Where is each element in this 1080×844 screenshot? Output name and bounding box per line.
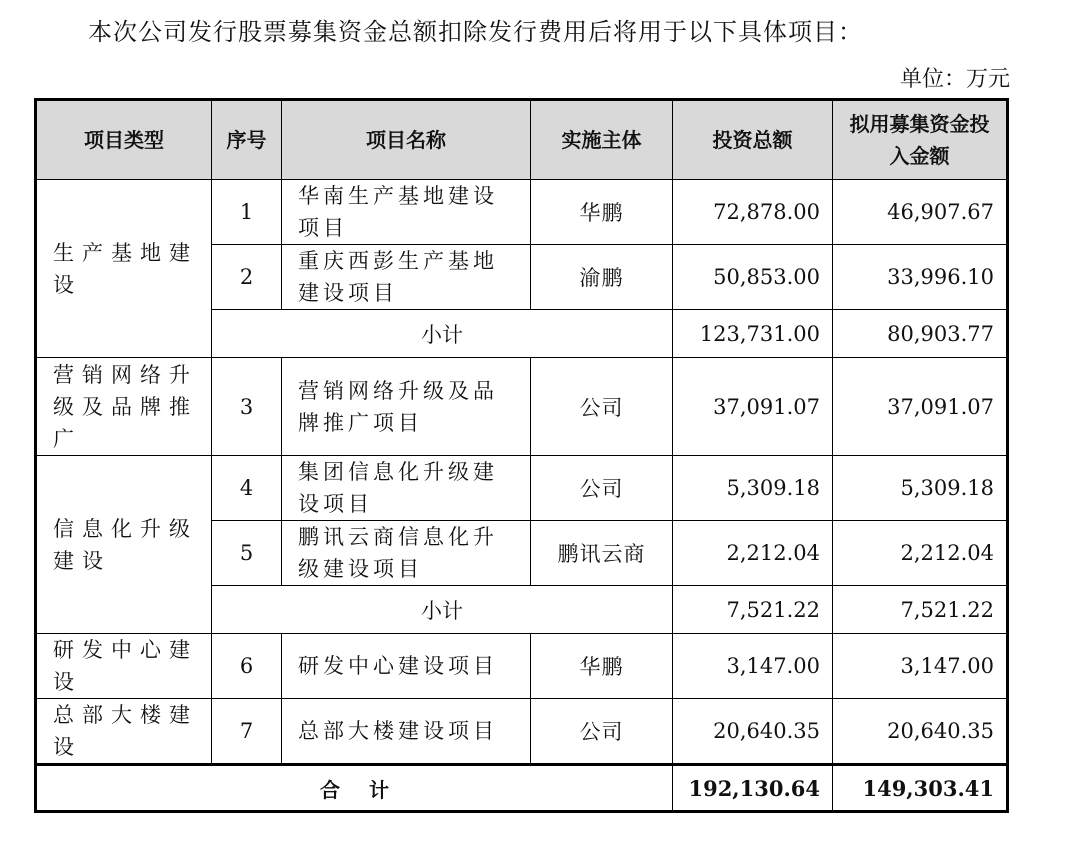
row-total: 50,853.00 (673, 245, 833, 310)
row-total: 5,309.18 (673, 456, 833, 521)
row-seq: 4 (212, 456, 282, 521)
grand-total-row (36, 765, 1008, 812)
row-total: 2,212.04 (673, 521, 833, 586)
row-seq: 2 (212, 245, 282, 310)
header-seq: 序号 (212, 100, 282, 180)
table-row (36, 180, 1008, 245)
row-total: 3,147.00 (673, 634, 833, 699)
row-entity: 华鹏 (531, 180, 673, 245)
header-raised-funds: 拟用募集资金投入金额 (833, 100, 1008, 180)
category-rnd: 研发中心建设 (36, 634, 212, 699)
table-row (36, 456, 1008, 521)
row-seq: 6 (212, 634, 282, 699)
row-raised: 20,640.35 (833, 699, 1008, 765)
subtotal-total: 7,521.22 (673, 586, 833, 634)
subtotal-raised: 7,521.22 (833, 586, 1008, 634)
header-category: 项目类型 (36, 100, 212, 180)
category-marketing: 营销网络升级及品牌推广 (36, 358, 212, 456)
unit-label: 单位：万元 (899, 67, 1010, 92)
row-name: 重庆西彭生产基地建设项目 (282, 245, 531, 310)
subtotal-label: 小计 (212, 310, 673, 358)
row-entity: 公司 (531, 699, 673, 765)
row-name: 鹏讯云商信息化升级建设项目 (282, 521, 531, 586)
category-it: 信息化升级建设 (36, 456, 212, 634)
row-seq: 5 (212, 521, 282, 586)
grand-total-total: 192,130.64 (673, 765, 833, 812)
row-raised: 37,091.07 (833, 358, 1008, 456)
row-raised: 46,907.67 (833, 180, 1008, 245)
row-raised: 33,996.10 (833, 245, 1008, 310)
row-raised: 3,147.00 (833, 634, 1008, 699)
row-seq: 7 (212, 699, 282, 765)
row-entity: 渝鹏 (531, 245, 673, 310)
row-entity: 公司 (531, 358, 673, 456)
row-entity: 鹏讯云商 (531, 521, 673, 586)
row-name: 集团信息化升级建设项目 (282, 456, 531, 521)
row-raised: 5,309.18 (833, 456, 1008, 521)
row-name: 总部大楼建设项目 (282, 699, 531, 765)
row-total: 72,878.00 (673, 180, 833, 245)
header-entity: 实施主体 (531, 100, 673, 180)
table-row (36, 634, 1008, 699)
row-seq: 3 (212, 358, 282, 456)
subtotal-raised: 80,903.77 (833, 310, 1008, 358)
category-production: 生产基地建设 (36, 180, 212, 358)
table-row (36, 358, 1008, 456)
row-entity: 华鹏 (531, 634, 673, 699)
row-total: 37,091.07 (673, 358, 833, 456)
header-name: 项目名称 (282, 100, 531, 180)
row-entity: 公司 (531, 456, 673, 521)
intro-text: 本次公司发行股票募集资金总额扣除发行费用后将用于以下具体项目： (88, 18, 863, 46)
fund-allocation-table (34, 98, 1009, 813)
table-row (36, 699, 1008, 765)
grand-total-label: 合 计 (36, 765, 673, 812)
header-total-investment: 投资总额 (673, 100, 833, 180)
subtotal-total: 123,731.00 (673, 310, 833, 358)
row-total: 20,640.35 (673, 699, 833, 765)
category-hq: 总部大楼建设 (36, 699, 212, 765)
row-name: 研发中心建设项目 (282, 634, 531, 699)
row-name: 营销网络升级及品牌推广项目 (282, 358, 531, 456)
row-name: 华南生产基地建设项目 (282, 180, 531, 245)
row-seq: 1 (212, 180, 282, 245)
grand-total-raised: 149,303.41 (833, 765, 1008, 812)
table-header-row (36, 100, 1008, 180)
subtotal-label: 小计 (212, 586, 673, 634)
row-raised: 2,212.04 (833, 521, 1008, 586)
